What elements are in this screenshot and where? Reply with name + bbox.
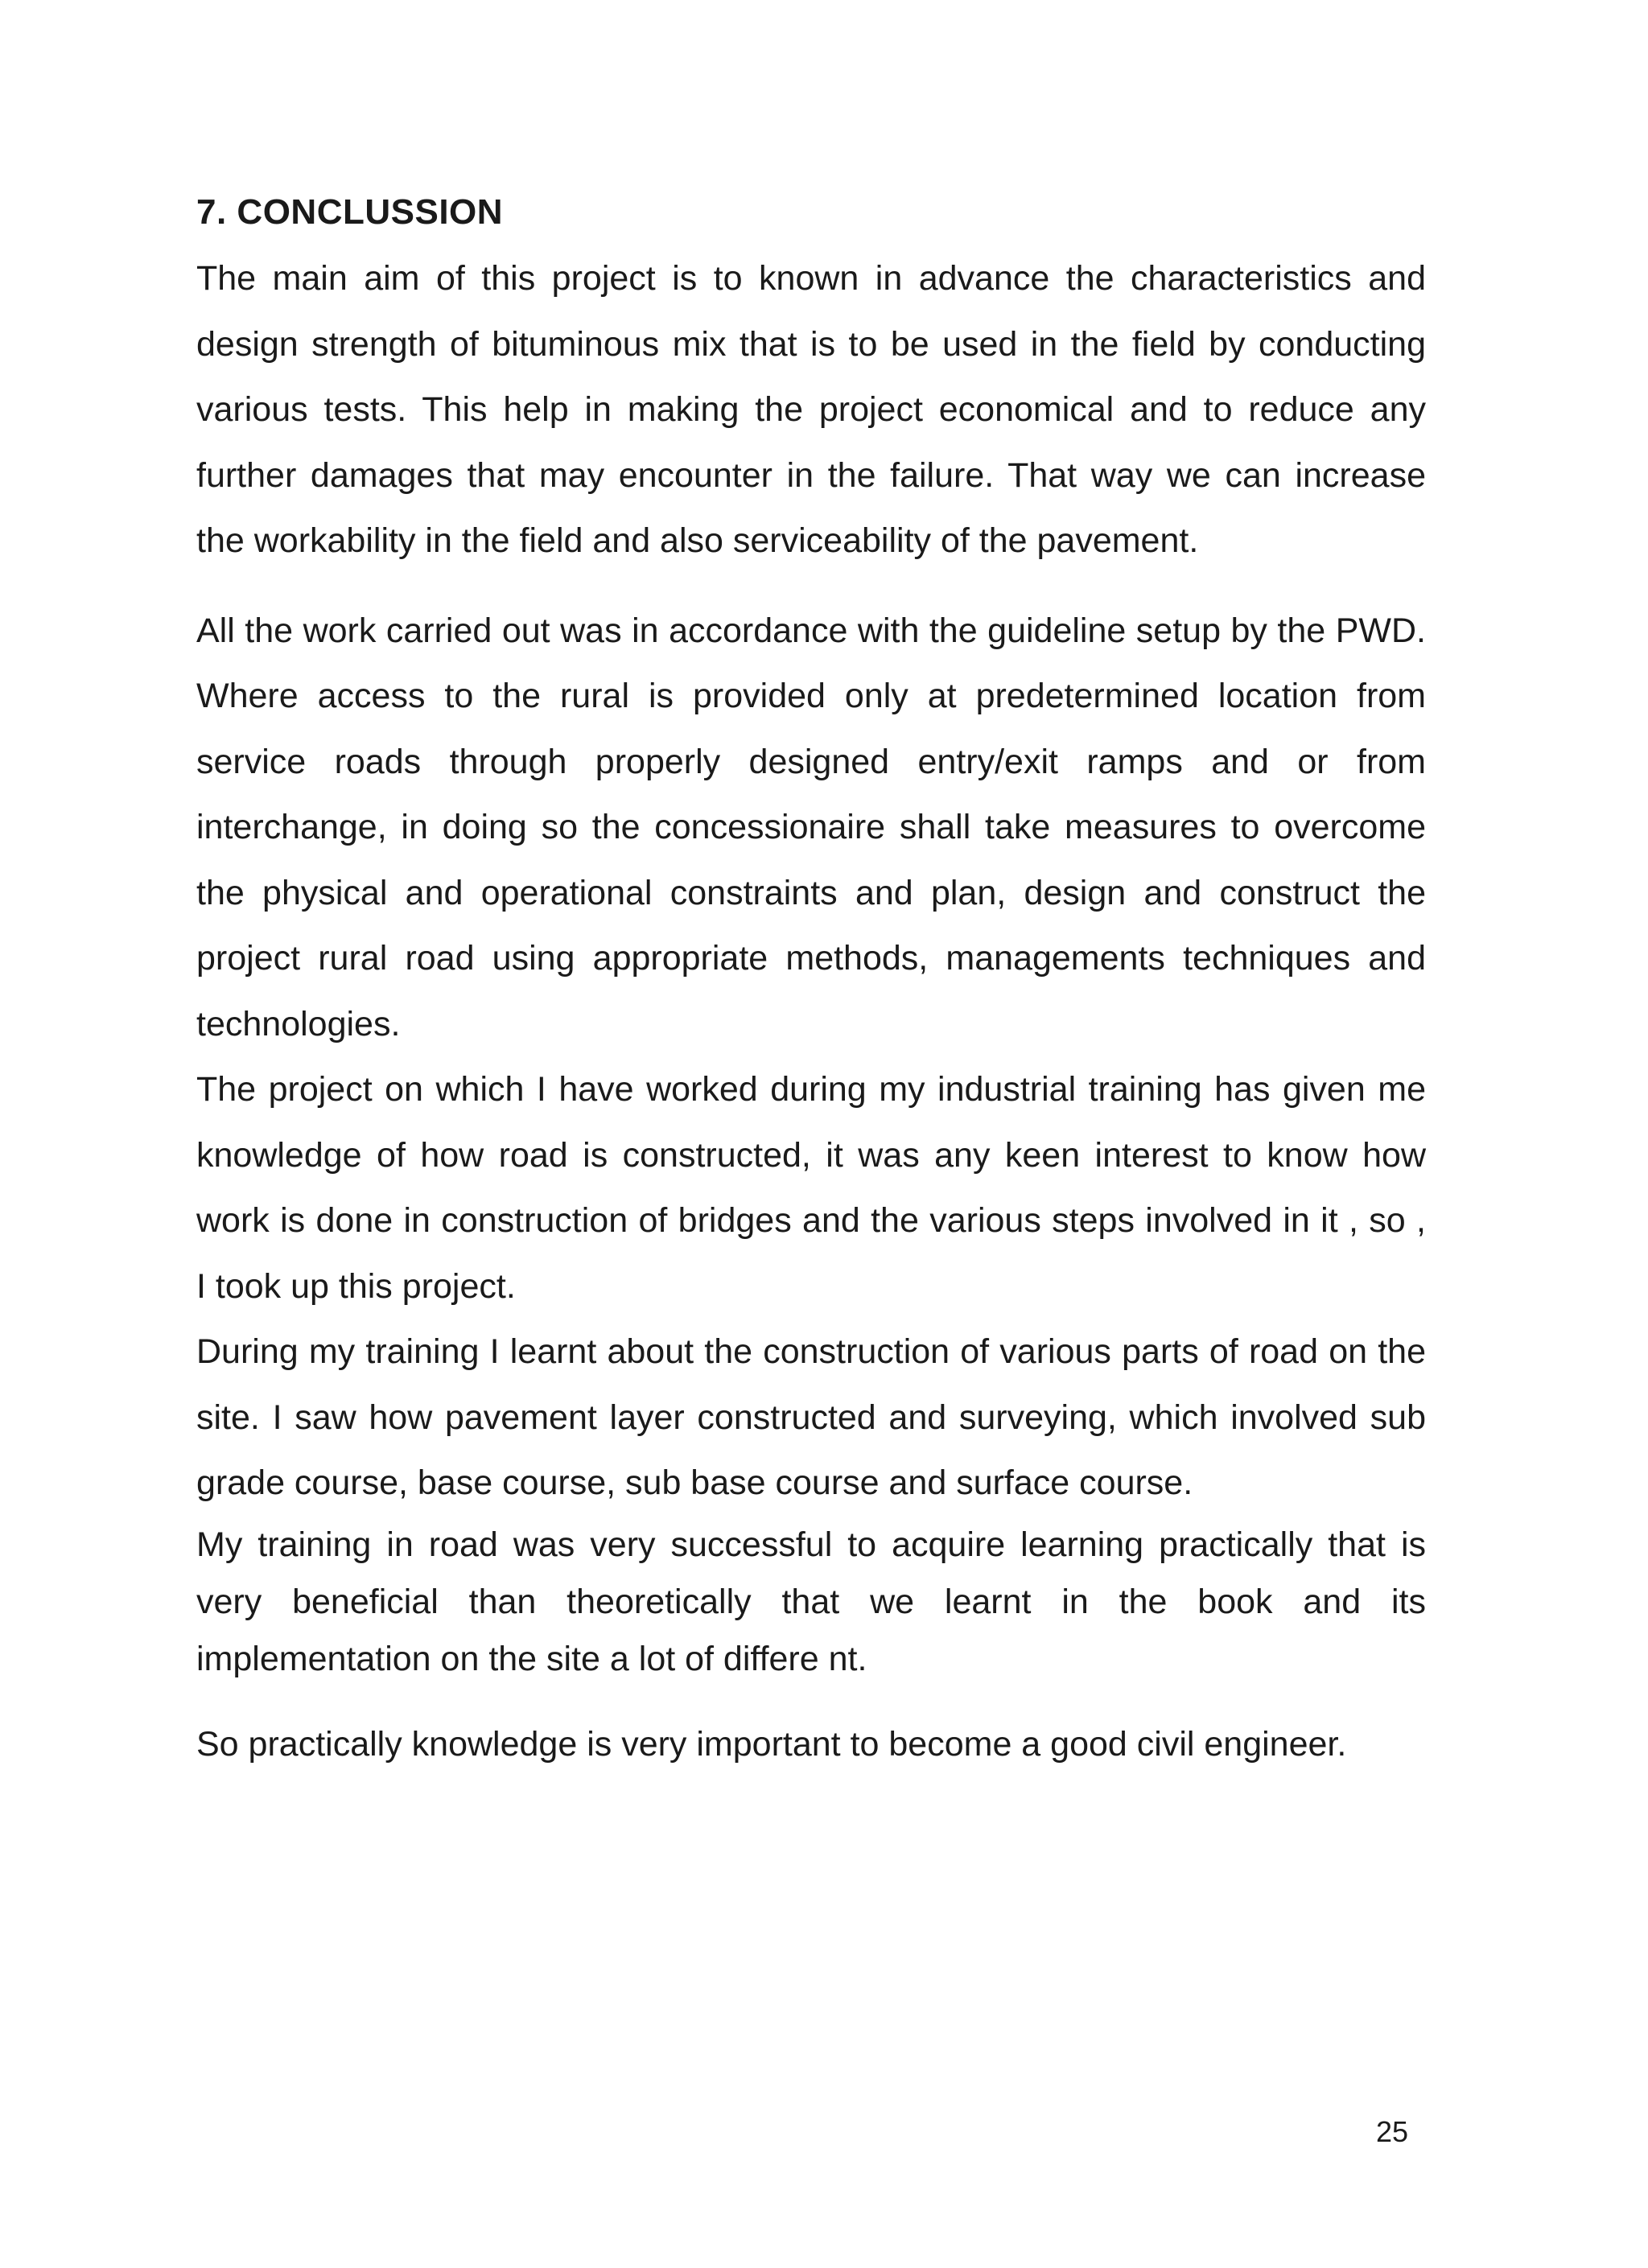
page-number: 25 <box>1375 2115 1408 2148</box>
paragraph-training: During my training I learnt about the construction of various parts of road on the site. I saw how pavement layer constructed and surveying, which involved sub grade course, base course, sub base course and surface course. <box>196 1332 1426 1502</box>
paragraph-success: My training in road was very successful to acquire learning practically that is very beneficial than theoretically that we learnt in the book and its implementation on the site a lot of differe nt. <box>196 1525 1426 1678</box>
section-heading: 7. CONCLUSSION <box>196 192 504 232</box>
document-body <box>196 187 1426 1777</box>
paragraph-project-knowledge: The project on which I have worked during my industrial training has given me knowledge of how road is constructed, it was any keen interest to know how work is done in construction of bridges and the various steps involved in it , so , I took up this project. <box>196 1070 1426 1306</box>
paragraph-aim: The main aim of this project is to known in advance the characteristics and design strength of bituminous mix that is to be used in the field by conducting various tests. This help in making the project economical and to reduce any further damages that may encounter in the failure. That way we can increase the workability in the field and also serviceability of the pavement. <box>196 259 1426 560</box>
paragraph-closing: So practically knowledge is very important to become a good civil engineer. <box>196 1724 1347 1764</box>
paragraph-guidelines: All the work carried out was in accordance with the guideline setup by the PWD. Where access to the rural is provided only at predetermined location from service roads through properly designed entry/exit ramps and or from interchange, in doing so the concessionaire shall take measures to overcome the physical and operational constraints and plan, design and construct the project rural road using appropriate methods, managements techniques and technologies. <box>196 611 1426 1043</box>
